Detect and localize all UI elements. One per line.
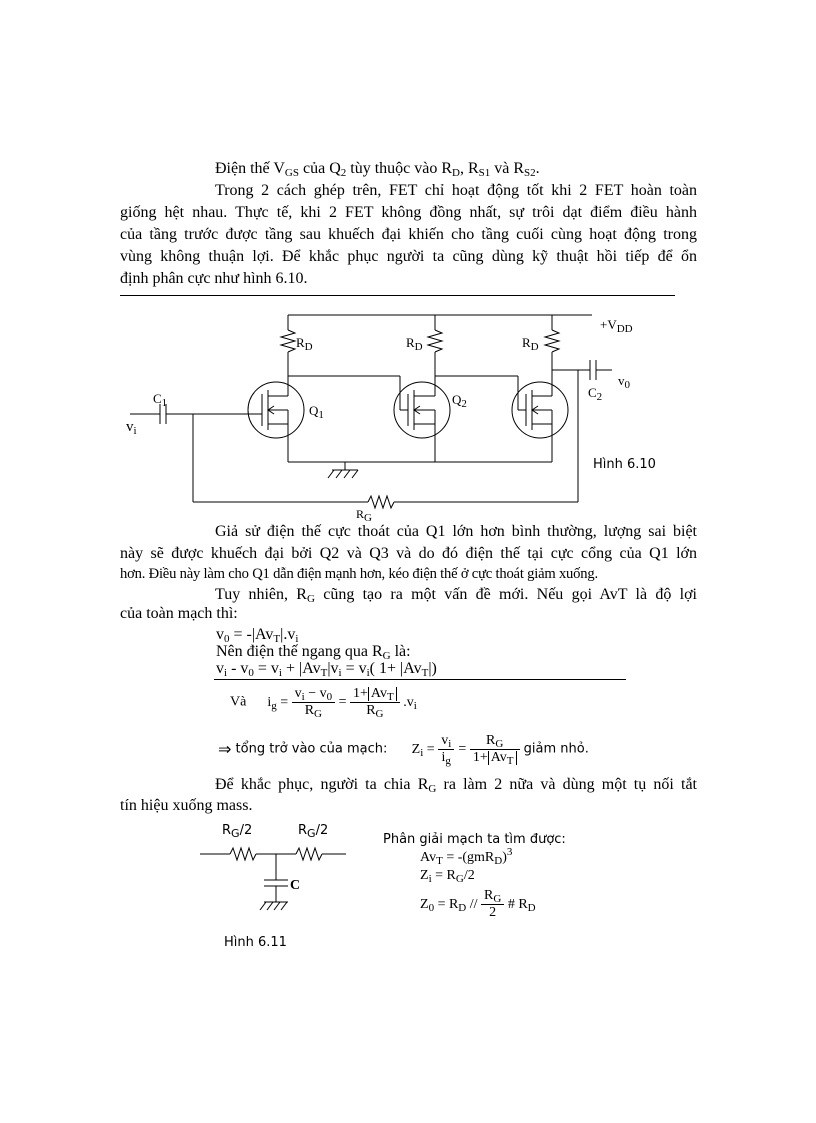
figure-6-11-caption: Hình 6.11 <box>224 935 287 950</box>
rd-label-2: $R_D$ <box>406 335 423 353</box>
intro-para-line: của tầng trước được tầng sau khuếch đại khiến cho tầng cuối cùng hoạt động trong <box>120 226 697 243</box>
figure-6-10-caption: Hình 6.10 <box>593 457 656 472</box>
para3-line: Giả sử điện thế cực thoát của Q1 lớn hơn bình thường, lượng sai biệt <box>215 523 697 540</box>
analysis-title: Phân giải mạch ta tìm được: <box>383 832 566 847</box>
equation-1: $v_0 = -|Av_T|.v_i$ <box>216 626 299 645</box>
equation-3: $v_i - v_0 = v_i + |Av_T|v_i = v_i$( $1+ |Av_T|$) <box>216 660 437 679</box>
q2-label: $Q_2$ <box>452 392 467 410</box>
fraction-z0: $\frac{R_G}{2}$ <box>481 888 504 921</box>
intro-para-line: vùng không thuận lợi. Để khắc phục người ta cũng dùng kỹ thuật hồi tiếp để ổn <box>120 248 697 265</box>
capacitor-label: C <box>290 878 301 893</box>
intro-para-line: giống hệt nhau. Thực tế, khi 2 FET không đồng nhất, sự trôi dạt điểm điều hành <box>120 204 697 221</box>
para3-line: này sẽ được khuếch đại bởi Q2 và Q3 và do đó điện thế tại cực cổng của Q1 lớn <box>120 545 697 562</box>
analysis-zi: $Z_i = R_G/2$ <box>420 868 475 885</box>
fraction-2: $\frac{1+ Av_T}{R_G}$ <box>350 686 400 719</box>
equation-4: Và $i_g$ = $\frac{v_i - v_0}{R_G}$ = $\frac{1+ Av_T}{R_G}$ $.v_i$ <box>230 686 417 720</box>
para4-line-2: của toàn mạch thì: <box>120 605 238 622</box>
para3-line: hơn. Điều này làm cho Q1 dẫn điện mạnh hơn, kéo điện thế ở cực thoát giảm xuống. <box>120 566 598 582</box>
c2-label: $C_2$ <box>588 385 603 403</box>
equation-5: ⇒ tổng trở vào của mạch: $Z_i$ = $\frac{v_i}{i_g}$ = $\frac{R_G}{1+ Av_T}$ giảm nhỏ. <box>218 733 589 767</box>
c1-label: $C_1$ <box>153 391 168 409</box>
q1-label: $Q_1$ <box>309 403 324 421</box>
para4-line-1: Tuy nhiên, $R_G$ cũng tạo ra một vấn đề mới. Nếu gọi AvT là độ lợi <box>215 586 697 605</box>
rg-label: $R_G$ <box>356 507 372 524</box>
rd-label-1: $R_D$ <box>296 335 313 353</box>
equation-2: Nên điện thế ngang qua $R_G$ là: <box>216 643 411 662</box>
fraction-1: $\frac{v_i - v_0}{R_G}$ <box>292 686 335 719</box>
para5-line-2: tín hiệu xuống mass. <box>120 797 253 814</box>
vi-label: $v_i$ <box>126 419 137 437</box>
vdd-label: $+V_{DD}$ <box>600 317 633 335</box>
rg-half-label-1: $R_G/2$ <box>222 823 253 840</box>
para5-line-1: Để khắc phục, người ta chia $R_G$ ra làm 2 nữa và dùng một tụ nối tắt <box>215 776 697 795</box>
v0-label: $v_0$ <box>618 373 630 391</box>
rg-half-label-2: $R_G/2$ <box>298 823 329 840</box>
analysis-avt: $Av_T = -(gmR_D)^3$ <box>420 846 513 867</box>
analysis-z0: $Z_0 = R_D$ // $\frac{R_G}{2}$ # $R_D$ <box>420 888 536 920</box>
rd-label-3: $R_D$ <box>522 335 539 353</box>
equation-underline <box>214 679 626 680</box>
divider-line <box>120 295 675 296</box>
intro-para-line: định phân cực như hình 6.10. <box>120 270 308 287</box>
intro-para-line: Trong 2 cách ghép trên, FET chỉ hoạt động tốt khi 2 FET hoàn toàn <box>215 182 697 199</box>
intro-line-1: Điện thế $V_{GS}$ của $Q_2$ tùy thuộc vào $R_D$, $R_{S1}$ và $R_{S2}$. <box>215 160 540 179</box>
